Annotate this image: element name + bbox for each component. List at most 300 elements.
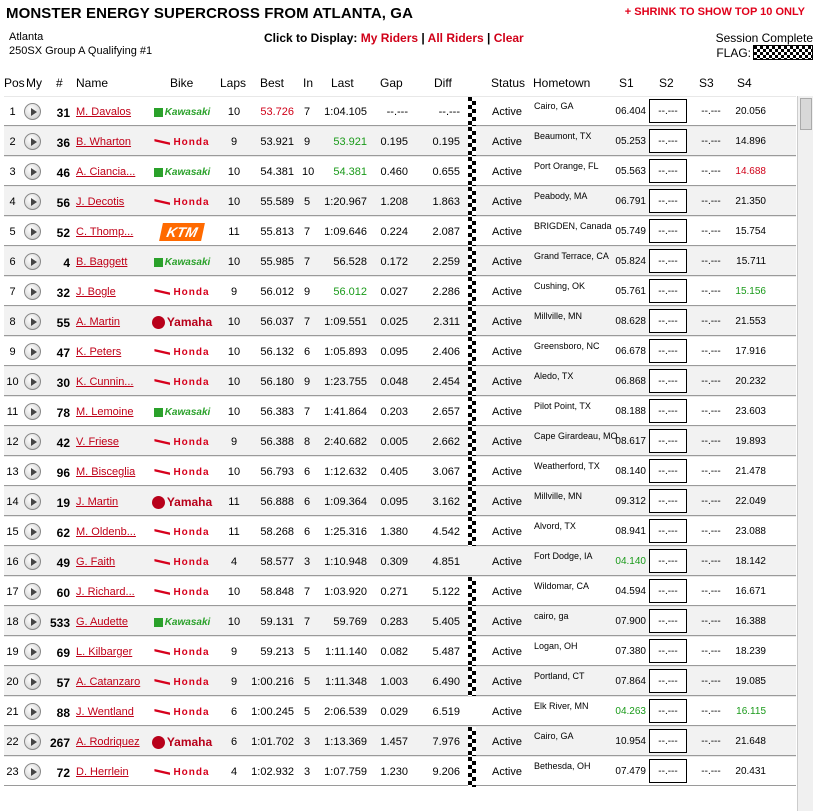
table-row bbox=[4, 486, 796, 516]
kawasaki-mark-icon bbox=[154, 168, 163, 177]
hometown-cell: Portland, CT bbox=[534, 671, 585, 681]
bike-cell bbox=[146, 223, 218, 241]
in-cell: 5 bbox=[303, 676, 311, 688]
rider-name-link[interactable]: L. Kilbarger bbox=[76, 646, 133, 658]
best-lap-cell: 58.577 bbox=[260, 556, 294, 568]
table-row bbox=[4, 96, 796, 126]
pos-cell: 17 bbox=[6, 586, 19, 598]
best-lap-cell: 56.383 bbox=[260, 406, 294, 418]
s2-cell: --.--- bbox=[649, 699, 687, 723]
s4-cell: 22.049 bbox=[735, 496, 766, 507]
checkered-flag-icon bbox=[468, 97, 476, 127]
diff-cell: 7.976 bbox=[432, 736, 460, 748]
s1-cell: 05.824 bbox=[615, 256, 646, 267]
hometown-cell: Logan, OH bbox=[534, 641, 578, 651]
bike-cell bbox=[146, 103, 218, 121]
my-rider-toggle-icon[interactable] bbox=[24, 193, 41, 210]
s4-cell: 14.688 bbox=[735, 166, 766, 177]
honda-logo-icon bbox=[154, 583, 209, 601]
s3-cell: --.--- bbox=[701, 286, 721, 297]
laps-cell: 6 bbox=[230, 736, 238, 748]
my-rider-toggle-icon[interactable] bbox=[24, 373, 41, 390]
checkered-flag-icon bbox=[468, 427, 476, 457]
gap-cell: 1.230 bbox=[380, 766, 408, 778]
diff-cell: 2.657 bbox=[432, 406, 460, 418]
in-cell: 9 bbox=[303, 286, 311, 298]
s3-cell: --.--- bbox=[701, 166, 721, 177]
my-riders-link[interactable]: My Riders bbox=[360, 31, 419, 45]
gap-cell: 0.224 bbox=[380, 226, 408, 238]
checkered-flag-icon bbox=[468, 547, 476, 577]
s3-cell: --.--- bbox=[701, 616, 721, 627]
table-row bbox=[4, 156, 796, 186]
col-header-laps[interactable]: Laps bbox=[220, 76, 247, 90]
honda-wing-icon bbox=[154, 379, 170, 385]
pos-cell: 6 bbox=[9, 256, 16, 268]
number-cell: 96 bbox=[56, 466, 70, 480]
rider-name-link[interactable]: J. Wentland bbox=[76, 706, 134, 718]
col-header-num[interactable]: # bbox=[56, 76, 63, 90]
hometown-cell: cairo, ga bbox=[534, 611, 569, 621]
rider-name-link[interactable]: D. Herrlein bbox=[76, 766, 129, 778]
best-lap-cell: 55.985 bbox=[260, 256, 294, 268]
diff-cell: --.--- bbox=[438, 106, 460, 118]
gap-cell: 0.271 bbox=[380, 586, 408, 598]
s4-cell: 21.648 bbox=[735, 736, 766, 747]
col-header-gap[interactable]: Gap bbox=[380, 76, 403, 90]
col-header-s4[interactable]: S4 bbox=[737, 76, 752, 90]
last-lap-cell: 53.921 bbox=[333, 136, 367, 148]
pos-cell: 1 bbox=[9, 106, 16, 118]
gap-cell: 0.048 bbox=[380, 376, 408, 388]
col-header-s2[interactable]: S2 bbox=[659, 76, 674, 90]
s3-cell: --.--- bbox=[701, 736, 721, 747]
checkered-flag-icon bbox=[468, 337, 476, 367]
in-cell: 7 bbox=[303, 616, 311, 628]
in-cell: 9 bbox=[303, 376, 311, 388]
bike-brand-text: Honda bbox=[173, 346, 210, 358]
rider-name-link[interactable]: M. Bisceglia bbox=[76, 466, 136, 478]
all-riders-link[interactable]: All Riders bbox=[427, 31, 484, 45]
best-lap-cell: 1:02.932 bbox=[251, 766, 294, 778]
table-row bbox=[4, 456, 796, 486]
pos-cell: 10 bbox=[6, 376, 19, 388]
my-rider-toggle-icon[interactable] bbox=[24, 403, 41, 420]
pos-cell: 22 bbox=[6, 736, 19, 748]
s2-cell: --.--- bbox=[649, 579, 687, 603]
number-cell: 42 bbox=[56, 436, 70, 450]
s2-cell: --.--- bbox=[649, 429, 687, 453]
rider-name-link[interactable]: J. Martin bbox=[76, 496, 119, 508]
s1-cell: 07.479 bbox=[615, 766, 646, 777]
rider-name-link[interactable]: C. Thomp... bbox=[76, 226, 134, 238]
best-lap-cell: 59.131 bbox=[260, 616, 294, 628]
rider-name-link[interactable]: A. Ciancia... bbox=[76, 166, 136, 178]
laps-cell: 11 bbox=[228, 226, 240, 238]
rider-name-link[interactable]: K. Peters bbox=[76, 346, 122, 358]
table-row bbox=[4, 366, 796, 396]
s4-cell: 19.893 bbox=[735, 436, 766, 447]
bike-brand-text: Kawasaki bbox=[164, 616, 211, 628]
gap-cell: 0.195 bbox=[380, 136, 408, 148]
gap-cell: 0.095 bbox=[380, 496, 408, 508]
last-lap-cell: 1:03.920 bbox=[324, 586, 367, 598]
in-cell: 6 bbox=[303, 526, 311, 538]
laps-cell: 10 bbox=[227, 406, 241, 418]
bike-cell bbox=[146, 763, 218, 781]
kawasaki-logo-icon bbox=[154, 253, 211, 271]
s4-cell: 20.431 bbox=[735, 766, 766, 777]
s2-cell: --.--- bbox=[649, 189, 687, 213]
col-header-s1[interactable]: S1 bbox=[619, 76, 634, 90]
pos-cell: 2 bbox=[9, 136, 16, 148]
s1-cell: 05.761 bbox=[615, 286, 646, 297]
gap-cell: 1.208 bbox=[380, 196, 408, 208]
s3-cell: --.--- bbox=[701, 256, 721, 267]
pos-cell: 9 bbox=[9, 346, 16, 358]
laps-cell: 4 bbox=[230, 766, 238, 778]
page-title: MONSTER ENERGY SUPERCROSS FROM ATLANTA, GA bbox=[6, 5, 413, 22]
status-cell: Active bbox=[492, 556, 522, 568]
hometown-cell: Port Orange, FL bbox=[534, 161, 599, 171]
rider-name-link[interactable]: A. Martin bbox=[76, 316, 121, 328]
rider-name-link[interactable]: J. Decotis bbox=[76, 196, 125, 208]
my-rider-toggle-icon[interactable] bbox=[24, 253, 41, 270]
session-status bbox=[716, 31, 813, 60]
col-header-my[interactable]: My bbox=[26, 76, 42, 90]
bike-brand-text: Honda bbox=[173, 466, 210, 478]
bike-cell bbox=[146, 583, 218, 601]
s3-cell: --.--- bbox=[701, 226, 721, 237]
kawasaki-logo-icon bbox=[154, 613, 211, 631]
laps-cell: 10 bbox=[227, 616, 241, 628]
table-row bbox=[4, 426, 796, 456]
rider-name-link[interactable]: M. Davalos bbox=[76, 106, 132, 118]
last-lap-cell: 1:05.893 bbox=[324, 346, 367, 358]
best-lap-cell: 56.132 bbox=[260, 346, 294, 358]
diff-cell: 5.487 bbox=[432, 646, 460, 658]
number-cell: 47 bbox=[56, 346, 70, 360]
bike-brand-text: Honda bbox=[173, 196, 210, 208]
scrollbar-thumb[interactable] bbox=[800, 98, 812, 130]
s3-cell: --.--- bbox=[701, 526, 721, 537]
s4-cell: 15.156 bbox=[735, 286, 766, 297]
gap-cell: 0.203 bbox=[380, 406, 408, 418]
rider-name-link[interactable]: M. Lemoine bbox=[76, 406, 134, 418]
honda-wing-icon bbox=[154, 469, 170, 475]
bike-cell bbox=[146, 133, 218, 151]
laps-cell: 6 bbox=[230, 706, 238, 718]
gap-cell: 1.457 bbox=[380, 736, 408, 748]
in-cell: 7 bbox=[303, 226, 311, 238]
honda-logo-icon bbox=[154, 343, 209, 361]
col-header-best[interactable]: Best bbox=[260, 76, 285, 90]
bike-brand-text: Honda bbox=[173, 376, 210, 388]
checkered-flag-icon bbox=[468, 247, 476, 277]
vertical-scrollbar[interactable] bbox=[797, 96, 813, 811]
honda-wing-icon bbox=[154, 439, 170, 445]
rider-name-link[interactable]: A. Catanzaro bbox=[76, 676, 141, 688]
bike-cell bbox=[146, 523, 218, 541]
number-cell: 49 bbox=[56, 556, 70, 570]
bike-brand-text: Yamaha bbox=[166, 735, 213, 749]
laps-cell: 10 bbox=[227, 166, 241, 178]
last-lap-cell: 1:09.364 bbox=[324, 496, 367, 508]
pos-cell: 8 bbox=[9, 316, 16, 328]
s4-cell: 23.088 bbox=[735, 526, 766, 537]
my-rider-toggle-icon[interactable] bbox=[24, 133, 41, 150]
last-lap-cell: 54.381 bbox=[333, 166, 367, 178]
col-header-hometown[interactable]: Hometown bbox=[533, 76, 591, 90]
hometown-cell: BRIGDEN, Canada bbox=[534, 221, 612, 231]
diff-cell: 6.519 bbox=[432, 706, 460, 718]
number-cell: 52 bbox=[56, 226, 70, 240]
bike-cell bbox=[146, 343, 218, 361]
checkered-flag-icon bbox=[468, 187, 476, 217]
rider-name-link[interactable]: A. Rodriquez bbox=[76, 736, 140, 748]
laps-cell: 4 bbox=[230, 556, 238, 568]
kawasaki-mark-icon bbox=[154, 108, 163, 117]
number-cell: 78 bbox=[56, 406, 70, 420]
pos-cell: 13 bbox=[6, 466, 19, 478]
s1-cell: 08.941 bbox=[615, 526, 646, 537]
s2-cell: --.--- bbox=[649, 669, 687, 693]
hometown-cell: Grand Terrace, CA bbox=[534, 251, 609, 261]
last-lap-cell: 1:10.948 bbox=[324, 556, 367, 568]
rider-name-link[interactable]: B. Baggett bbox=[76, 256, 128, 268]
s3-cell: --.--- bbox=[701, 106, 721, 117]
pos-cell: 23 bbox=[6, 766, 19, 778]
my-rider-toggle-icon[interactable] bbox=[24, 493, 41, 510]
bike-cell bbox=[146, 433, 218, 451]
status-cell: Active bbox=[492, 676, 522, 688]
bike-cell bbox=[146, 163, 218, 181]
table-row bbox=[4, 126, 796, 156]
rider-name-link[interactable]: G. Faith bbox=[76, 556, 116, 568]
s3-cell: --.--- bbox=[701, 346, 721, 357]
my-rider-toggle-icon[interactable] bbox=[24, 433, 41, 450]
s3-cell: --.--- bbox=[701, 556, 721, 567]
status-cell: Active bbox=[492, 346, 522, 358]
my-rider-toggle-icon[interactable] bbox=[24, 463, 41, 480]
last-lap-cell: 56.012 bbox=[333, 286, 367, 298]
s4-cell: 20.056 bbox=[735, 106, 766, 117]
s3-cell: --.--- bbox=[701, 406, 721, 417]
bike-cell bbox=[146, 373, 218, 391]
status-cell: Active bbox=[492, 196, 522, 208]
s4-cell: 16.115 bbox=[736, 706, 766, 717]
col-header-last[interactable]: Last bbox=[331, 76, 354, 90]
shrink-top10-link[interactable]: + SHRINK TO SHOW TOP 10 ONLY bbox=[624, 6, 805, 18]
col-header-diff[interactable]: Diff bbox=[434, 76, 452, 90]
s1-cell: 06.678 bbox=[615, 346, 646, 357]
rider-name-link[interactable]: M. Oldenb... bbox=[76, 526, 136, 538]
yamaha-tuning-fork-icon bbox=[152, 736, 165, 749]
status-cell: Active bbox=[492, 286, 522, 298]
col-header-name[interactable]: Name bbox=[76, 76, 109, 90]
status-cell: Active bbox=[492, 316, 522, 328]
laps-cell: 11 bbox=[228, 496, 240, 508]
honda-wing-icon bbox=[154, 559, 170, 565]
status-cell: Active bbox=[492, 136, 522, 148]
best-lap-cell: 55.813 bbox=[260, 226, 294, 238]
diff-cell: 6.490 bbox=[432, 676, 460, 688]
s2-cell: --.--- bbox=[649, 759, 687, 783]
diff-cell: 2.406 bbox=[432, 346, 460, 358]
in-cell: 5 bbox=[303, 706, 311, 718]
my-rider-toggle-icon[interactable] bbox=[24, 703, 41, 720]
number-cell: 88 bbox=[56, 706, 70, 720]
bike-brand-text: KTM bbox=[165, 224, 199, 240]
gap-cell: 0.460 bbox=[380, 166, 408, 178]
my-rider-toggle-icon[interactable] bbox=[24, 583, 41, 600]
my-rider-toggle-icon[interactable] bbox=[24, 313, 41, 330]
best-lap-cell: 56.388 bbox=[260, 436, 294, 448]
in-cell: 3 bbox=[303, 556, 311, 568]
status-cell: Active bbox=[492, 496, 522, 508]
diff-cell: 3.162 bbox=[432, 496, 460, 508]
pos-cell: 19 bbox=[6, 646, 19, 658]
bike-cell bbox=[146, 553, 218, 571]
s1-cell: 07.900 bbox=[615, 616, 646, 627]
rider-name-link[interactable]: J. Bogle bbox=[76, 286, 116, 298]
last-lap-cell: 59.769 bbox=[333, 616, 367, 628]
rider-name-link[interactable]: B. Wharton bbox=[76, 136, 132, 148]
checkered-flag-icon bbox=[468, 277, 476, 307]
s4-cell: 20.232 bbox=[735, 376, 766, 387]
my-rider-toggle-icon[interactable] bbox=[24, 673, 41, 690]
pos-cell: 14 bbox=[6, 496, 19, 508]
laps-cell: 10 bbox=[227, 196, 241, 208]
diff-cell: 2.259 bbox=[432, 256, 460, 268]
best-lap-cell: 59.213 bbox=[260, 646, 294, 658]
s3-cell: --.--- bbox=[701, 436, 721, 447]
bike-cell bbox=[146, 463, 218, 481]
hometown-cell: Cushing, OK bbox=[534, 281, 586, 291]
last-lap-cell: 2:06.539 bbox=[324, 706, 367, 718]
s3-cell: --.--- bbox=[701, 376, 721, 387]
session-name: 250SX Group A Qualifying #1 bbox=[9, 45, 153, 57]
s4-cell: 15.754 bbox=[735, 226, 766, 237]
my-rider-toggle-icon[interactable] bbox=[24, 733, 41, 750]
hometown-cell: Fort Dodge, IA bbox=[534, 551, 593, 561]
col-header-in[interactable]: In bbox=[303, 76, 314, 90]
s2-cell: --.--- bbox=[649, 729, 687, 753]
kawasaki-mark-icon bbox=[154, 258, 163, 267]
my-rider-toggle-icon[interactable] bbox=[24, 103, 41, 120]
col-header-s3[interactable]: S3 bbox=[699, 76, 714, 90]
my-rider-toggle-icon[interactable] bbox=[24, 763, 41, 780]
honda-logo-icon bbox=[154, 133, 209, 151]
in-cell: 8 bbox=[303, 436, 311, 448]
my-rider-toggle-icon[interactable] bbox=[24, 223, 41, 240]
number-cell: 69 bbox=[56, 646, 70, 660]
s1-cell: 06.791 bbox=[615, 196, 646, 207]
best-lap-cell: 1:01.702 bbox=[251, 736, 294, 748]
bike-cell bbox=[146, 253, 218, 271]
best-lap-cell: 56.012 bbox=[260, 286, 294, 298]
best-lap-cell: 56.037 bbox=[260, 316, 294, 328]
my-rider-toggle-icon[interactable] bbox=[24, 553, 41, 570]
best-lap-cell: 58.848 bbox=[260, 586, 294, 598]
s1-cell: 04.140 bbox=[615, 556, 646, 567]
s1-cell: 08.628 bbox=[615, 316, 646, 327]
last-lap-cell: 1:09.646 bbox=[324, 226, 367, 238]
number-cell: 36 bbox=[56, 136, 70, 150]
in-cell: 5 bbox=[303, 196, 311, 208]
pos-cell: 12 bbox=[6, 436, 19, 448]
checkered-flag-icon bbox=[468, 637, 476, 667]
gap-cell: 0.082 bbox=[380, 646, 408, 658]
diff-cell: 2.662 bbox=[432, 436, 460, 448]
kawasaki-mark-icon bbox=[154, 618, 163, 627]
bike-brand-text: Honda bbox=[173, 286, 210, 298]
rider-name-link[interactable]: J. Richard... bbox=[76, 586, 135, 598]
rider-name-link[interactable]: V. Friese bbox=[76, 436, 120, 448]
last-lap-cell: 56.528 bbox=[333, 256, 367, 268]
my-rider-toggle-icon[interactable] bbox=[24, 643, 41, 660]
bike-brand-text: Honda bbox=[173, 676, 210, 688]
laps-cell: 10 bbox=[227, 466, 241, 478]
number-cell: 55 bbox=[56, 316, 70, 330]
my-rider-toggle-icon[interactable] bbox=[24, 343, 41, 360]
yamaha-tuning-fork-icon bbox=[152, 496, 165, 509]
pos-cell: 4 bbox=[9, 196, 16, 208]
in-cell: 6 bbox=[303, 346, 311, 358]
col-header-bike[interactable]: Bike bbox=[170, 76, 194, 90]
number-cell: 56 bbox=[56, 196, 70, 210]
s2-cell: --.--- bbox=[649, 339, 687, 363]
s2-cell: --.--- bbox=[649, 459, 687, 483]
my-rider-toggle-icon[interactable] bbox=[24, 613, 41, 630]
rider-name-link[interactable]: K. Cunnin... bbox=[76, 376, 134, 388]
my-rider-toggle-icon[interactable] bbox=[24, 283, 41, 300]
last-lap-cell: 1:11.140 bbox=[324, 646, 367, 658]
session-status-text: Session Complete bbox=[715, 31, 813, 45]
hometown-cell: Alvord, TX bbox=[534, 521, 576, 531]
laps-cell: 10 bbox=[227, 586, 241, 598]
s1-cell: 06.404 bbox=[615, 106, 646, 117]
diff-cell: 4.851 bbox=[432, 556, 460, 568]
s4-cell: 14.896 bbox=[735, 136, 766, 147]
s1-cell: 04.594 bbox=[615, 586, 646, 597]
display-prompt: Click to Display: bbox=[264, 31, 358, 45]
honda-wing-icon bbox=[154, 199, 170, 205]
s3-cell: --.--- bbox=[701, 496, 721, 507]
bike-brand-text: Honda bbox=[173, 136, 210, 148]
diff-cell: 2.286 bbox=[432, 286, 460, 298]
my-rider-toggle-icon[interactable] bbox=[24, 523, 41, 540]
gap-cell: 0.027 bbox=[380, 286, 408, 298]
col-header-status[interactable]: Status bbox=[491, 76, 526, 90]
in-cell: 7 bbox=[303, 586, 311, 598]
s2-cell: --.--- bbox=[649, 369, 687, 393]
pos-cell: 5 bbox=[9, 226, 16, 238]
honda-wing-icon bbox=[154, 139, 170, 145]
s4-cell: 23.603 bbox=[735, 406, 766, 417]
table-row bbox=[4, 336, 796, 366]
table-row bbox=[4, 666, 796, 696]
my-rider-toggle-icon[interactable] bbox=[24, 163, 41, 180]
table-row bbox=[4, 726, 796, 756]
honda-wing-icon bbox=[154, 709, 170, 715]
bike-brand-text: Honda bbox=[173, 556, 210, 568]
col-header-pos[interactable]: Pos bbox=[4, 76, 25, 90]
table-row bbox=[4, 756, 796, 786]
bike-brand-text: Yamaha bbox=[166, 495, 213, 509]
rider-name-link[interactable]: G. Audette bbox=[76, 616, 128, 628]
clear-link[interactable]: Clear bbox=[493, 31, 524, 45]
